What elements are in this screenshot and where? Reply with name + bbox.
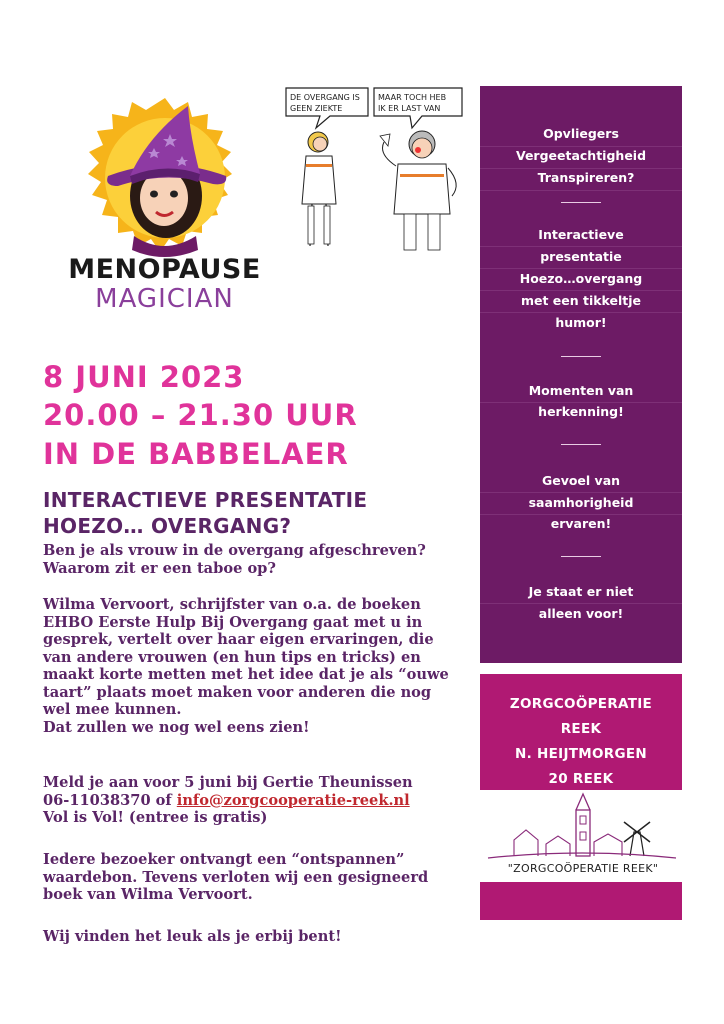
zorgcooperatie-logo-text: "ZORGCOÖPERATIE REEK" [507,862,659,875]
sidebar-presentation: Hoezo…overgang [519,271,643,286]
sidebar-presentation: humor! [555,315,607,330]
brand-title: MENOPAUSE [68,254,261,285]
speech-bubble-right [374,88,462,128]
sidebar-togetherness: saamhorigheid [528,495,634,510]
footer-color-bar [480,882,682,920]
sidebar-togetherness: Gevoel van [541,473,621,488]
intro-line: Ben je als vrouw in de overgang afgeschreven? [43,542,426,559]
voucher-line: waardebon. Tevens verloten wij een gesigneerd [43,868,429,886]
houses-icon [514,830,622,856]
sidebar-divider [561,202,601,203]
brand-subtitle: MAGICIAN [95,284,234,314]
event-location: IN DE BABBELAER [43,437,349,471]
address-box [480,674,682,790]
svg-text:MAAR TOCH HEB: MAAR TOCH HEB [378,93,447,102]
sidebar-alone: Je staat er niet [528,584,634,599]
intro-paragraph [43,542,458,577]
address-line: ZORGCOÖPERATIE [509,696,653,712]
cartoon-illustration [272,84,478,260]
nurse-right-icon [380,131,456,250]
closing-line: Wij vinden het leuk als je erbij bent! [43,928,342,945]
address-line: N. HEIJTMORGEN [514,746,647,762]
sidebar-divider [561,556,601,557]
sidebar-rule [480,402,682,403]
sidebar-togetherness: ervaren! [550,516,612,531]
nurse-left-icon [302,132,336,246]
address-line: 20 REEK [548,771,614,787]
bio-line: gesprek, vertelt over haar eigen ervaringen, die [43,631,434,648]
sidebar-rule [480,312,682,313]
bio-line: Wilma Vervoort, schrijfster van o.a. de boeken [43,596,421,613]
signup-line: Vol is Vol! (entree is gratis) [43,809,268,826]
sidebar-symptom: Opvliegers [543,126,619,141]
sidebar-presentation: presentatie [540,249,622,264]
sidebar-symptom: Transpireren? [537,170,635,185]
sidebar-symptom: Vergeetachtigheid [515,148,647,163]
event-time: 20.00 – 21.30 UUR [43,398,358,432]
voucher-paragraph [43,851,458,904]
event-date: 8 JUNI 2023 [43,360,245,394]
sidebar-rule [480,514,682,515]
intro-line: Waarom zit er een taboe op? [43,559,276,577]
sidebar-rule [480,290,682,291]
svg-text:GEEN ZIEKTE: GEEN ZIEKTE [290,104,343,113]
sidebar-rule [480,246,682,247]
bio-line: van andere vrouwen (en hun tips en tricks) en [43,648,421,666]
signup-contact-line [43,792,458,810]
sidebar-panel [480,86,682,663]
windmill-icon [624,822,650,856]
sidebar-rule [480,146,682,147]
bio-line: Dat zullen we nog wel eens zien! [43,718,310,736]
sidebar-divider [561,444,601,445]
sidebar-rule [480,603,682,604]
bio-line: maakt korte metten met het idee dat je als “ouwe [43,666,449,683]
sidebar-recognition: herkenning! [538,404,624,419]
address-line: REEK [560,721,602,737]
bio-line: taart” plaats moet maken voor anderen die nog [43,683,432,701]
bio-paragraph [43,596,458,736]
sidebar-presentation: Interactieve [538,227,624,242]
bio-line: wel mee kunnen. [43,701,182,718]
presentation-subtitle: HOEZO… OVERGANG? [43,514,292,538]
sidebar-presentation: met een tikkeltje [520,293,642,308]
sidebar-rule [480,190,682,191]
voucher-line: Iedere bezoeker ontvangt een “ontspannen” [43,851,405,868]
signup-line: Meld je aan voor 5 juni bij Gertie Theunissen [43,774,413,791]
sidebar-recognition: Momenten van [528,383,634,398]
sidebar-rule [480,492,682,493]
svg-text:DE OVERGANG IS: DE OVERGANG IS [290,93,360,102]
sidebar-divider [561,356,601,357]
phone-number: 06-11038370 of [43,791,177,809]
email-link[interactable]: info@zorgcooperatie-reek.nl [176,791,410,809]
speech-bubble-left [286,88,368,128]
svg-text:IK ER LAST VAN: IK ER LAST VAN [378,104,441,113]
presentation-title: INTERACTIEVE PRESENTATIE [43,488,368,512]
sidebar-rule [480,168,682,169]
bio-line: EHBO Eerste Hulp Bij Overgang gaat met u in [43,613,423,631]
voucher-line: boek van Wilma Vervoort. [43,886,253,903]
sidebar-rule [480,268,682,269]
sidebar-alone: alleen voor! [538,606,624,621]
menopause-magician-logo [78,96,252,270]
church-tower-icon [576,794,590,856]
signup-paragraph [43,774,458,827]
